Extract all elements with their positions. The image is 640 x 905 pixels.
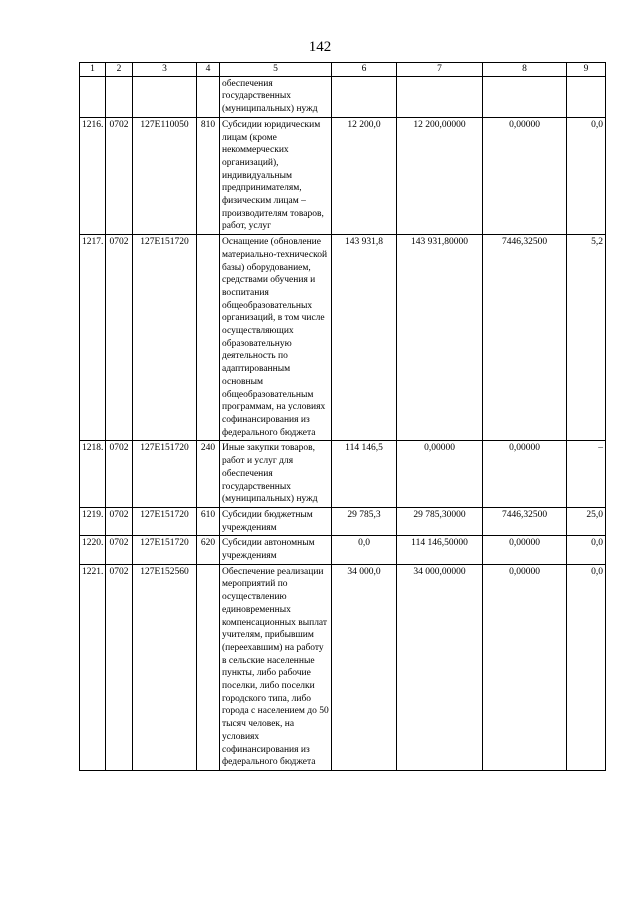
value-col7: 34 000,00000 <box>397 564 483 770</box>
header-row <box>80 63 606 77</box>
row-number: 1220. <box>80 536 106 564</box>
value-col9: 5,2 <box>567 235 606 441</box>
value-col6: 0,0 <box>332 536 397 564</box>
value-col8: 7446,32500 <box>483 235 567 441</box>
column-header: 1 <box>80 63 106 77</box>
table-row <box>80 564 606 770</box>
target-article-code: 127E152560 <box>133 564 197 770</box>
target-article-code: 127E151720 <box>133 507 197 535</box>
table-row <box>80 536 606 564</box>
column-header: 4 <box>197 63 220 77</box>
target-article-code: 127E151720 <box>133 536 197 564</box>
row-name: Субсидии юридическим лицам (кроме некоммерческих организаций), индивидуальным предпринимателям, физическим лицам – производителям товаров, работ, услуг <box>220 117 332 234</box>
column-header: 3 <box>133 63 197 77</box>
target-article-code <box>133 76 197 117</box>
value-col9: 0,0 <box>567 536 606 564</box>
row-name: Иные закупки товаров, работ и услуг для обеспечения государственных (муниципальных) нужд <box>220 441 332 508</box>
row-name: Обеспечение реализации мероприятий по осуществлению единовременных компенсационных выплат учителям, прибывшим (переехавшим) на работу в сельские населенные пункты, либо рабочие поселки, либо поселки городского типа, либо города с населением до 50 тысяч человек, на условиях софинансирования из федерального бюджета <box>220 564 332 770</box>
value-col8: 7446,32500 <box>483 507 567 535</box>
value-col9: 0,0 <box>567 117 606 234</box>
column-header: 7 <box>397 63 483 77</box>
row-number: 1216. <box>80 117 106 234</box>
column-header: 6 <box>332 63 397 77</box>
value-col6 <box>332 76 397 117</box>
section-code: 0702 <box>106 441 133 508</box>
value-col6: 143 931,8 <box>332 235 397 441</box>
section-code: 0702 <box>106 507 133 535</box>
section-code: 0702 <box>106 117 133 234</box>
section-code: 0702 <box>106 564 133 770</box>
value-col7 <box>397 76 483 117</box>
table-row <box>80 117 606 234</box>
target-article-code: 127E151720 <box>133 441 197 508</box>
row-number: 1219. <box>80 507 106 535</box>
value-col6: 34 000,0 <box>332 564 397 770</box>
column-header: 2 <box>106 63 133 77</box>
value-col8: 0,00000 <box>483 564 567 770</box>
row-number: 1217. <box>80 235 106 441</box>
row-name: Субсидии автономным учреждениям <box>220 536 332 564</box>
value-col8: 0,00000 <box>483 117 567 234</box>
table-row <box>80 507 606 535</box>
value-col8: 0,00000 <box>483 441 567 508</box>
section-code <box>106 76 133 117</box>
value-col6: 114 146,5 <box>332 441 397 508</box>
row-name: Субсидии бюджетным учреждениям <box>220 507 332 535</box>
value-col9 <box>567 76 606 117</box>
target-article-code: 127E110050 <box>133 117 197 234</box>
budget-table <box>79 62 606 771</box>
expense-type-code: 810 <box>197 117 220 234</box>
table-row <box>80 235 606 441</box>
value-col9: 25,0 <box>567 507 606 535</box>
value-col6: 29 785,3 <box>332 507 397 535</box>
value-col6: 12 200,0 <box>332 117 397 234</box>
expense-type-code: 240 <box>197 441 220 508</box>
value-col8 <box>483 76 567 117</box>
expense-type-code: 610 <box>197 507 220 535</box>
row-name: Оснащение (обновление материально-технической базы) оборудованием, средствами обучения и воспитания общеобразовательных организаций, в том числе осуществляющих образовательную деятельность по адаптированным основным общеобразовательным программам, на условиях софинансирования из федерального бюджета <box>220 235 332 441</box>
table-row <box>80 441 606 508</box>
row-number <box>80 76 106 117</box>
row-name: обеспечения государственных (муниципальных) нужд <box>220 76 332 117</box>
column-header: 5 <box>220 63 332 77</box>
expense-type-code: 620 <box>197 536 220 564</box>
expense-type-code <box>197 235 220 441</box>
column-header: 8 <box>483 63 567 77</box>
section-code: 0702 <box>106 235 133 441</box>
column-header: 9 <box>567 63 606 77</box>
value-col7: 29 785,30000 <box>397 507 483 535</box>
target-article-code: 127E151720 <box>133 235 197 441</box>
value-col9: 0,0 <box>567 564 606 770</box>
row-number: 1221. <box>80 564 106 770</box>
section-code: 0702 <box>106 536 133 564</box>
row-number: 1218. <box>80 441 106 508</box>
expense-type-code <box>197 564 220 770</box>
page-number: 142 <box>308 39 332 55</box>
table-row <box>80 76 606 117</box>
value-col7: 143 931,80000 <box>397 235 483 441</box>
expense-type-code <box>197 76 220 117</box>
value-col9: – <box>567 441 606 508</box>
value-col7: 12 200,00000 <box>397 117 483 234</box>
value-col7: 0,00000 <box>397 441 483 508</box>
value-col8: 0,00000 <box>483 536 567 564</box>
value-col7: 114 146,50000 <box>397 536 483 564</box>
